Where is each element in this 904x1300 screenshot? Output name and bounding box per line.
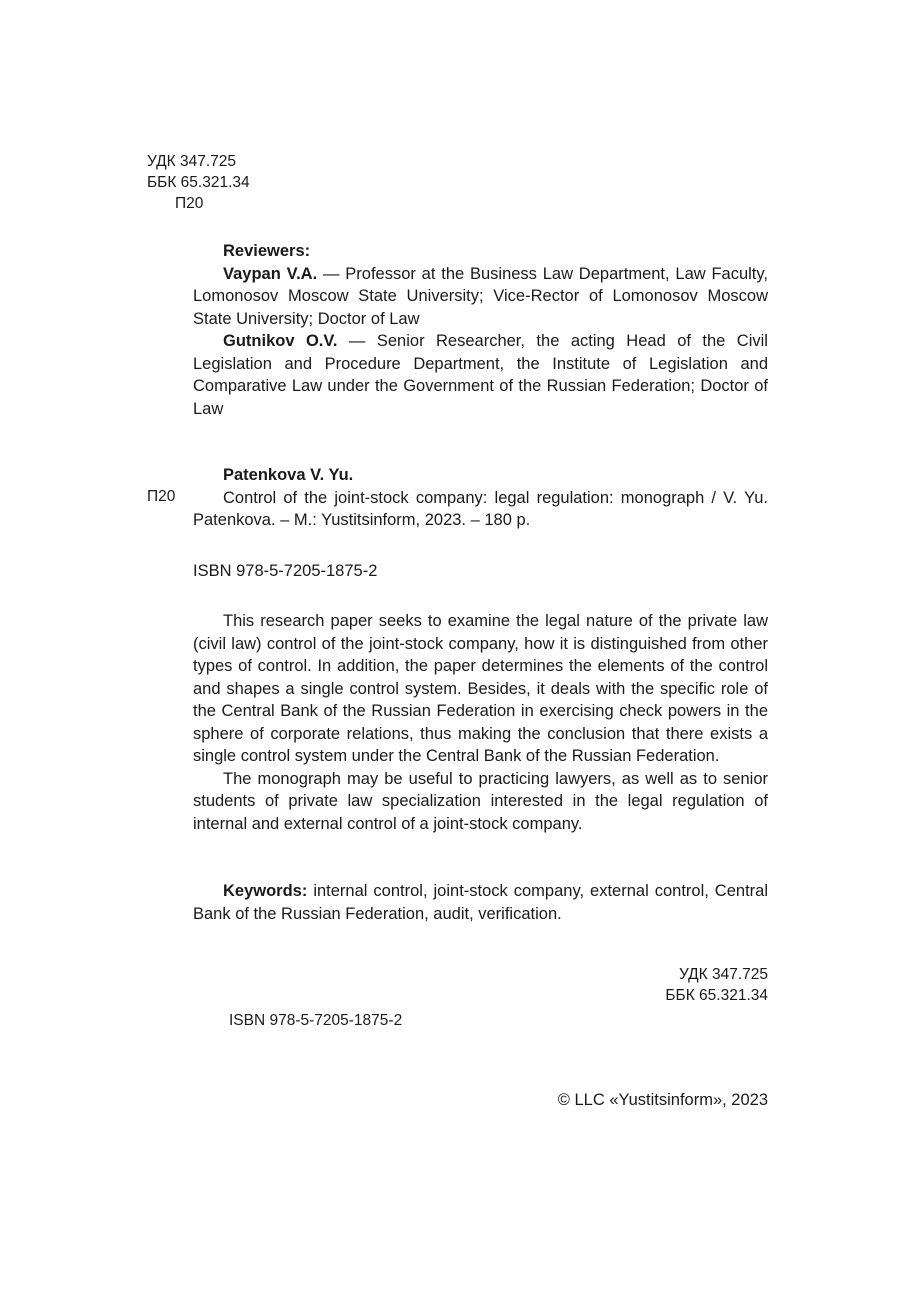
copyright-notice: © LLC «Yustitsinform», 2023 — [557, 1091, 768, 1109]
isbn-main — [193, 560, 768, 583]
reviewer-name: Vaypan V.A. — [223, 264, 318, 283]
book-author: Patenkova V. Yu. — [223, 466, 354, 484]
footer-udk-code: УДК 347.725 — [678, 966, 768, 983]
reviewer-name: Gutnikov O.V. — [223, 332, 338, 350]
footer-bbk-code: ББК 65.321.34 — [665, 987, 768, 1004]
udk-code: УДК 347.725 — [147, 153, 237, 170]
reviewer-entry — [193, 263, 768, 331]
author-mark: П20 — [175, 195, 204, 212]
bbk-code: ББК 65.321.34 — [147, 174, 250, 191]
keywords-paragraph — [193, 880, 768, 925]
keywords-text: internal control, joint-stock company, external control, Central Bank of the Russian Federation, audit, verification. — [193, 882, 768, 923]
isbn-text: ISBN 978-5-7205-1875-2 — [193, 562, 378, 580]
margin-author-mark: П20 — [147, 488, 176, 505]
bibliographic-record — [193, 464, 768, 532]
reviewer-description: — Professor at the Business Law Department, Law Faculty, Lomonosov Moscow State University; Vice-Rector of Lomonosov Moscow State University; Doctor of Law — [193, 264, 768, 328]
footer-isbn: ISBN 978-5-7205-1875-2 — [229, 1012, 403, 1029]
abstract-section — [193, 610, 768, 835]
abstract-paragraph: The monograph may be useful to practicing lawyers, as well as to senior students of private law specialization interested in the legal regulation of internal and external control of a joint-stock company. — [193, 769, 768, 833]
abstract-paragraph: This research paper seeks to examine the legal nature of the private law (civil law) control of the joint-stock company, how it is distinguished from other types of control. In addition, the paper determines the elements of the control and shapes a single control system. Besides, it deals with the specific role of the Central Bank of the Russian Federation in exercising check powers in the sphere of corporate relations, thus making the conclusion that there exists a single control system under the Central Bank of the Russian Federation. — [193, 612, 768, 765]
reviewers-heading: Reviewers: — [223, 242, 311, 260]
reviewers-section — [193, 240, 768, 420]
reviewer-entry — [193, 330, 768, 420]
book-citation: Control of the joint-stock company: legal regulation: monograph / V. Yu. Patenkova. – M.: Yustitsinform, 2023. – 180 p. — [193, 488, 768, 529]
reviewer-description: — Senior Researcher, the acting Head of the Civil Legislation and Procedure Department, the Institute of Legislation and Comparative Law under the Government of the Russian Federation; Doctor of Law — [193, 332, 768, 418]
keywords-section — [193, 880, 768, 925]
keywords-label: Keywords: — [223, 882, 308, 900]
